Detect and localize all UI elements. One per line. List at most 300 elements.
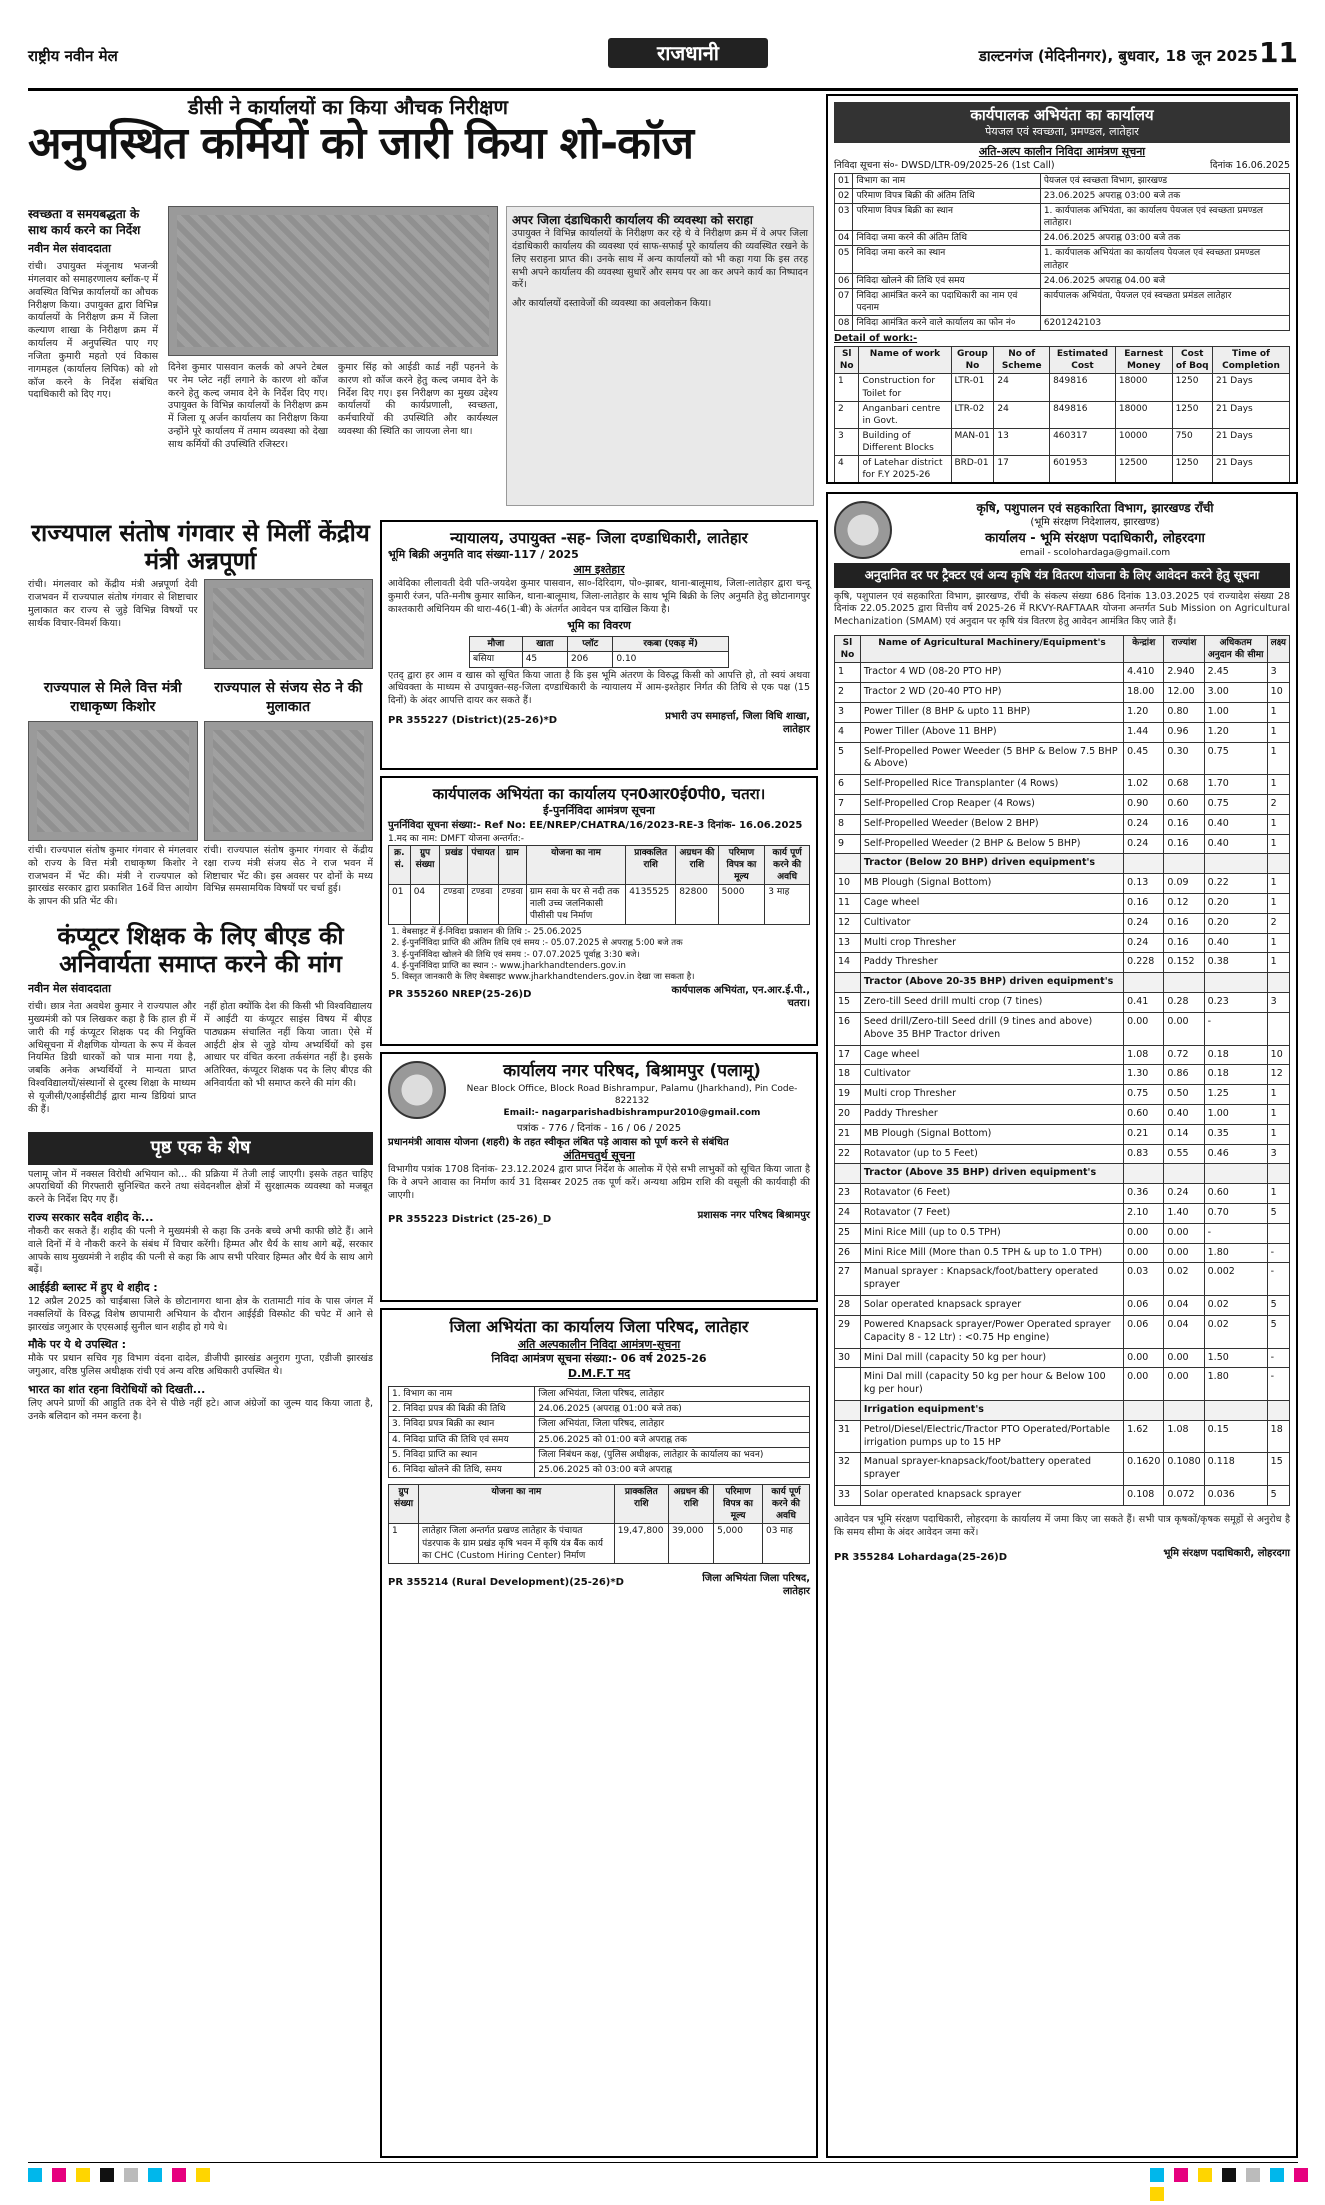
dwsd-work-row	[835, 374, 1290, 401]
nrep-th: ग्रुप संख्या	[410, 845, 440, 884]
land-notice-body-2: एतद् द्वारा हर आम व खास को सूचित किया जाता है कि इस भूमि अंतरण के विरुद्ध किसी को आपत्ति हो, तो स्वयं अथवा अधिवक्ता के माध्यम से उपायुक्त-सह-जिला दण्डाधिकारी के न्यायालय में आम-इश्तेहार निर्गत की तिथि से एक पक्ष (15 दिनों) के अंदर आपत्ति दायर कर सकते हैं।	[388, 669, 810, 707]
dwsd-info-cell: परिमाण विपत्र बिक्री की अंतिम तिथि	[853, 188, 1040, 203]
krishi-cell: 0.21	[1124, 1124, 1164, 1144]
krishi-cell: 1	[1267, 894, 1289, 914]
zila-th: अग्रधन की राशि	[668, 1484, 713, 1523]
krishi-cell	[1267, 973, 1289, 993]
dwsd-info-cell: विभाग का नाम	[853, 173, 1040, 188]
krishi-cell: 0.75	[1204, 794, 1267, 814]
krishi-row	[835, 1263, 1290, 1296]
krishi-cell: 3	[1267, 663, 1289, 683]
krishi-cell: Cultivator	[860, 913, 1123, 933]
teacher-story-byline: नवीन मेल संवाददाता	[28, 982, 111, 996]
nrep-td: टण्डवा	[498, 885, 526, 924]
krishi-cell: 0.96	[1164, 722, 1204, 742]
krishi-cell: 5	[1267, 1296, 1289, 1316]
krishi-cell: Mini Rice Mill (up to 0.5 TPH)	[860, 1223, 1123, 1243]
nrep-title: कार्यपालक अभियंता का कार्यालय एन0आर0ई0पी0, चतरा।	[432, 785, 766, 803]
finance-story-photo	[28, 721, 198, 841]
krishi-cell: 0.16	[1164, 913, 1204, 933]
teacher-story-body-2: नहीं होता क्योंकि देश की किसी भी विश्वविद्यालय में आईटी या कंप्यूटर साइंस विषय में बीएड पाठ्यक्रम संचालित नहीं किया जाता। ऐसे में आईटी क्षेत्र से जुड़े योग्य अभ्यर्थियों को इस आधार पर वंचित करना तर्कसंगत नहीं है। इसके अतिरिक्त, कंप्यूटर शिक्षक पद के लिए बीएड की अनिवार्यता को भी समाप्त करने की मांग की।	[204, 1001, 372, 1089]
nagar-ref: पत्रांक - 776 / दिनांक - 16 / 06 / 2025	[516, 1123, 682, 1135]
krishi-cell: 0.46	[1204, 1144, 1267, 1164]
dwsd-work-cell: 849816	[1050, 374, 1116, 401]
zila-work-table	[388, 1484, 810, 1564]
krishi-cell: Rotavator (6 Feet)	[860, 1184, 1123, 1204]
dwsd-info-cell: 23.06.2025 अपराह्न 03:00 बजे तक	[1040, 188, 1289, 203]
krishi-cell	[1267, 1012, 1289, 1045]
krishi-cell: 12	[1267, 1065, 1289, 1085]
krishi-cell: 1	[1267, 1085, 1289, 1105]
krishi-bottom-note: आवेदन पत्र भूमि संरक्षण पदाधिकारी, लोहरदगा के कार्यालय में जमा किए जा सकते हैं। सभी पात्र कृषकों/कृषक समूहों से अनुरोध है कि समय सीमा के अंदर आवेदन जमा करें।	[834, 1513, 1290, 1538]
krishi-cell: Self-Propelled Crop Reaper (4 Rows)	[860, 794, 1123, 814]
krishi-cell: Manual sprayer : Knapsack/foot/battery operated sprayer	[860, 1263, 1123, 1296]
dwsd-info-row	[835, 246, 1290, 273]
krishi-cell: -	[1204, 1012, 1267, 1045]
krishi-cell: 0.90	[1124, 794, 1164, 814]
krishi-cell: 8	[835, 814, 861, 834]
krishi-cell: 0.40	[1204, 834, 1267, 854]
krishi-row	[835, 1420, 1290, 1453]
color-registration-right	[1150, 2168, 1325, 2182]
krishi-cell: 0.60	[1164, 794, 1204, 814]
krishi-cell: 27	[835, 1263, 861, 1296]
krishi-cell	[1124, 973, 1164, 993]
dwsd-work-cell: 1	[835, 374, 859, 401]
dwsd-work-table	[834, 346, 1290, 483]
krishi-cell: 1	[1267, 702, 1289, 722]
krishi-cell: 15	[1267, 1453, 1289, 1486]
krishi-cell: 5	[1267, 1486, 1289, 1506]
krishi-cell: 4.410	[1124, 663, 1164, 683]
dateline: डाल्टनगंज (मेदिनीनगर), बुधवार, 18 जून 2025	[978, 47, 1258, 65]
zila-sub: अति अल्पकालीन निविदा आमंत्रण-सूचना	[517, 1337, 681, 1351]
zila-item-row	[389, 1447, 810, 1462]
zila-item-cell: जिला अभियंता, जिला परिषद, लातेहार	[535, 1387, 810, 1402]
krishi-cell: 0.02	[1204, 1296, 1267, 1316]
dwsd-work-cell: 13	[994, 428, 1050, 455]
nrep-pr: PR 355260 NREP(25-26)D	[388, 988, 532, 1000]
krishi-signature: भूमि संरक्षण पदाधिकारी, लोहरदगा	[1163, 1548, 1290, 1560]
dwsd-info-cell: 1. कार्यपालक अभियंता, का कार्यालय पेयजल एवं स्वच्छता प्रमण्डल लातेहार।	[1040, 204, 1289, 231]
krishi-cell: 0.60	[1204, 1184, 1267, 1204]
dwsd-work-cell: 21 Days	[1212, 428, 1289, 455]
dwsd-info-cell: 06	[835, 273, 853, 288]
krishi-cell: 24	[835, 1204, 861, 1224]
page-number: 11	[1259, 36, 1298, 69]
dwsd-info-cell: पेयजल एवं स्वच्छता विभाग, झारखण्ड	[1040, 173, 1289, 188]
section-tab: राजधानी	[608, 38, 768, 68]
zila-item-cell: 1. विभाग का नाम	[389, 1387, 535, 1402]
krishi-row	[835, 1348, 1290, 1368]
krishi-cell: 5	[1267, 1204, 1289, 1224]
dwsd-info-row	[835, 188, 1290, 203]
krishi-cell: Cage wheel	[860, 1045, 1123, 1065]
krishi-cell: 10	[1267, 1045, 1289, 1065]
dwsd-info-row	[835, 231, 1290, 246]
continued-h5: भारत का शांत रहना विरोधियों को दिखती...	[28, 1382, 206, 1396]
krishi-cell: 0.02	[1204, 1315, 1267, 1348]
krishi-cell: Seed drill/Zero-till Seed drill (9 tines and above) Above 35 BHP Tractor driven	[860, 1012, 1123, 1045]
nrep-footnote: 2. ई-पुनर्निविदा प्राप्ति की अंतिम तिथि एवं समय :- 05.07.2025 से अपराह्न 5:00 बजे तक	[402, 938, 810, 949]
zila-signature: जिला अभियंता जिला परिषद, लातेहार	[702, 1572, 810, 1598]
krishi-cell: Multi crop Thresher	[860, 933, 1123, 953]
krishi-cell: 0.072	[1164, 1486, 1204, 1506]
zila-item-cell: 25.06.2025 को 01:00 बजे अपराह्न तक	[535, 1432, 810, 1447]
color-swatch	[1222, 2168, 1236, 2182]
krishi-cell: 3	[1267, 993, 1289, 1013]
dwsd-info-cell: 07	[835, 288, 853, 315]
krishi-cell: 9	[835, 834, 861, 854]
krishi-cell	[1124, 854, 1164, 874]
krishi-cell: 0.108	[1124, 1486, 1164, 1506]
krishi-dept-sub: (भूमि संरक्षण निदेशालय, झारखण्ड)	[1030, 517, 1160, 529]
krishi-cell: 0.1620	[1124, 1453, 1164, 1486]
nrep-footnotes	[388, 927, 810, 984]
dwsd-work-cell: 750	[1172, 428, 1212, 455]
dwsd-work-th: Cost of Boq	[1172, 347, 1212, 374]
krishi-row	[835, 683, 1290, 703]
krishi-cell: Self-Propelled Power Weeder (5 BHP & Below 7.5 BHP & Above)	[860, 742, 1123, 775]
nrep-footnote: 4. ई-पुनर्निविदा प्राप्ति का स्थान :- www.jharkhandtenders.gov.in	[402, 961, 810, 972]
color-swatch	[1174, 2168, 1188, 2182]
krishi-row	[835, 814, 1290, 834]
krishi-cell: 1.80	[1204, 1243, 1267, 1263]
krishi-cell: 2.940	[1164, 663, 1204, 683]
krishi-cell: 1.08	[1124, 1045, 1164, 1065]
krishi-cell: MB Plough (Signal Bottom)	[860, 874, 1123, 894]
krishi-cell: 0.55	[1164, 1144, 1204, 1164]
land-td: बसिया	[470, 652, 523, 667]
krishi-cell: 3	[835, 702, 861, 722]
dwsd-info-cell: 24.06.2025 अपराह्न 03:00 बजे तक	[1040, 231, 1289, 246]
land-table-title: भूमि का विवरण	[567, 619, 631, 633]
continued-p5: लिए अपने प्राणों की आहुति तक देने से पीछे नहीं हटे। आज अंग्रेजों का जुल्म याद किया जाता है, उनके बलिदान को नमन करना है।	[28, 1397, 373, 1422]
krishi-cell: 1.25	[1204, 1085, 1267, 1105]
krishi-cell: 0.06	[1124, 1315, 1164, 1348]
krishi-cell	[835, 1368, 861, 1401]
krishi-cell: 30	[835, 1348, 861, 1368]
land-notice-court: न्यायालय, उपायुक्त -सह- जिला दण्डाधिकारी, लातेहार	[450, 529, 748, 547]
zila-item-row	[389, 1462, 810, 1477]
krishi-cell: 0.00	[1124, 1368, 1164, 1401]
krishi-row	[835, 1104, 1290, 1124]
krishi-cell: 0.24	[1124, 913, 1164, 933]
zila-item-cell: 2. निविदा प्रपत्र की बिक्री की तिथि	[389, 1402, 535, 1417]
krishi-th: अधिकतम अनुदान की सीमा	[1204, 636, 1267, 663]
krishi-cell: 26	[835, 1243, 861, 1263]
krishi-table	[834, 635, 1290, 1506]
krishi-cell: MB Plough (Signal Bottom)	[860, 1124, 1123, 1144]
krishi-row	[835, 1315, 1290, 1348]
dwsd-info-cell: 24.06.2025 अपराह्न 04.00 बजे	[1040, 273, 1289, 288]
continued-h3: आईईडी ब्लास्ट में हुए थे शहीद :	[28, 1281, 158, 1295]
land-notice-body: आवेदिका लीलावती देवी पति-जयदेश कुमार पासवान, सा०-दिरिदाग, पो०-झाबर, थाना-बालूमाथ, जिला-लातेहार द्वारा चन्दू कुमारी रंजन, पति-मनीष कुमार साकिन, थाना-बालूमाथ, जिला-लातेहार के साथ भूमि बिक्री के लिए अनुमति हेतु छोटानागपुर काश्तकारी अधिनियम की धारा-46(1-बी) के अंतर्गत आवेदन पत्र दाखिल किया है।	[388, 577, 810, 615]
lead-byline: नवीन मेल संवाददाता	[28, 242, 111, 256]
zila-td: 5,000	[714, 1524, 763, 1563]
krishi-cell	[1204, 1164, 1267, 1184]
krishi-cell: 2	[1267, 913, 1289, 933]
teacher-story-body: रांची। छात्र नेता अवधेश कुमार ने राज्यपाल और मुख्यमंत्री को पत्र लिखकर कहा है कि हाल ही में जारी की गई कंप्यूटर शिक्षक पद की नियुक्ति अधिसूचना में शैक्षणिक योग्यता के रूप में केवल नियमित डिग्री धारकों को पात्र माना गया है, जबकि अनेक अभ्यर्थियों ने मान्यता प्राप्त विश्वविद्यालयों/संस्थानों से दूरस्थ शिक्षा के माध्यम से यूजीसी/एआईसीटीई द्वारा मान्य डिग्रियां प्राप्त की हैं।	[28, 1001, 196, 1115]
dwsd-info-cell: 08	[835, 316, 853, 331]
krishi-cell: Cultivator	[860, 1065, 1123, 1085]
krishi-cell: 0.75	[1204, 742, 1267, 775]
dwsd-work-cell: 3	[835, 428, 859, 455]
nrep-th: ग्राम	[498, 845, 526, 884]
color-swatch	[1150, 2187, 1164, 2201]
krishi-cell: 5	[835, 742, 861, 775]
dwsd-work-row	[835, 401, 1290, 428]
dwsd-work-th: No of Scheme	[994, 347, 1050, 374]
nrep-th: प्राक्कलित राशि	[626, 845, 676, 884]
krishi-cell: 17	[835, 1045, 861, 1065]
krishi-cell: 19	[835, 1085, 861, 1105]
nrep-signature: कार्यपालक अभियंता, एन.आर.ई.पी., चतरा।	[671, 984, 810, 1010]
krishi-cell: 0.228	[1124, 953, 1164, 973]
color-swatch	[1150, 2168, 1164, 2182]
krishi-cell: 23	[835, 1184, 861, 1204]
krishi-cell: 0.14	[1164, 1124, 1204, 1144]
color-swatch	[52, 2168, 66, 2182]
nrep-th: योजना का नाम	[526, 845, 625, 884]
dwsd-work-cell: Construction for Toilet for	[859, 374, 951, 401]
dwsd-info-cell: 6201242103	[1040, 316, 1289, 331]
krishi-intro: कृषि, पशुपालन एवं सहकारिता विभाग, झारखण्ड, राँची के संकल्प संख्या 686 दिनांक 13.03.2025 एवं राज्यादेश संख्या 28 दिनांक 22.05.2025 द्वारा वित्तीय वर्ष 2025-26 में RKVY-RAFTAAR योजना अन्तर्गत Sub Mission on Agricultural Mechanization (SMAM) एवं अनुदान पर कृषि यंत्र वितरण हेतु आवेदन आमंत्रित किए जाते हैं।	[834, 590, 1290, 628]
krishi-cell: 16	[835, 1012, 861, 1045]
krishi-row	[835, 775, 1290, 795]
krishi-row	[835, 953, 1290, 973]
dwsd-work-cell: BRD-01	[951, 456, 994, 483]
dwsd-work-cell: 18000	[1115, 374, 1172, 401]
dwsd-info-cell: निविदा आमंत्रित करने वाले कार्यालय का फोन नं०	[853, 316, 1040, 331]
krishi-cell: 0.13	[1124, 874, 1164, 894]
dwsd-info-row	[835, 288, 1290, 315]
krishi-cell: 0.00	[1124, 1012, 1164, 1045]
krishi-cell: 1	[1267, 953, 1289, 973]
krishi-row	[835, 913, 1290, 933]
dwsd-info-cell: 01	[835, 173, 853, 188]
krishi-cell: 1.02	[1124, 775, 1164, 795]
krishi-cell	[1164, 1400, 1204, 1420]
zila-td: 03 माह	[762, 1524, 809, 1563]
krishi-cell: 0.16	[1124, 894, 1164, 914]
krishi-cell: -	[1267, 1263, 1289, 1296]
krishi-cell: 1.08	[1164, 1420, 1204, 1453]
krishi-cell: 0.35	[1204, 1124, 1267, 1144]
dwsd-work-cell: Anganbari centre in Govt.	[859, 401, 951, 428]
dwsd-info-row	[835, 273, 1290, 288]
krishi-cell: 32	[835, 1453, 861, 1486]
jharkhand-emblem-icon	[834, 501, 892, 559]
krishi-row	[835, 1296, 1290, 1316]
dwsd-work-th: Time of Completion	[1212, 347, 1289, 374]
krishi-cell: Tractor 2 WD (20-40 PTO HP)	[860, 683, 1123, 703]
dwsd-info-cell: निविदा जमा करने की अंतिम तिथि	[853, 231, 1040, 246]
krishi-cell: 11	[835, 894, 861, 914]
krishi-cell	[1124, 1400, 1164, 1420]
krishi-cell: Mini Dal mill (capacity 50 kg per hour & Below 100 kg per hour)	[860, 1368, 1123, 1401]
dwsd-work-cell: 21 Days	[1212, 401, 1289, 428]
krishi-cell: 1	[1267, 1184, 1289, 1204]
krishi-cell: 28	[835, 1296, 861, 1316]
krishi-cell: 0.45	[1124, 742, 1164, 775]
zila-item-cell: 25.06.2025 को 03:00 बजे अपराह्न	[535, 1462, 810, 1477]
nrep-td: 01	[389, 885, 411, 924]
krishi-row	[835, 742, 1290, 775]
nagar-lead: प्रधानमंत्री आवास योजना (शहरी) के तहत स्वीकृत लंबित पड़े आवास को पूर्ण करने से संबंधित	[388, 1136, 729, 1148]
nrep-td: ग्राम सवा के घर से नदी तक नाली उच्च जलनिकासी पीसीसी पथ निर्माण	[526, 885, 625, 924]
zila-th: ग्रुप संख्या	[389, 1484, 419, 1523]
krishi-cell: 12	[835, 913, 861, 933]
dwsd-work-cell: LTR-02	[951, 401, 994, 428]
krishi-cell: Tractor (Above 20-35 BHP) driven equipment's	[860, 973, 1123, 993]
lead-body-1: रांची। उपायुक्त मंजूनाथ भजन्त्री मंगलवार को समाहरणालय ब्लॉक-ए में अवस्थित विभिन्न कार्यालयों का औचक निरीक्षण किया। उपायुक्त द्वारा विभिन्न कार्यालयों के निरीक्षण क्रम में जिला कल्याण शाखा के निरीक्षण क्रम में कार्यालय में अनुपस्थित पाए गए नजिता कुमारी महतो एवं विकास नागमहल (कार्यालय लिपिक) को शो कॉज करने के निर्देश संबंधित पदाधिकारी को दिए गए।	[28, 261, 158, 401]
zila-item-row	[389, 1387, 810, 1402]
zila-th: परिमाण विपत्र का मूल्य	[714, 1484, 763, 1523]
krishi-th: केन्द्रांश	[1124, 636, 1164, 663]
krishi-row	[835, 854, 1290, 874]
krishi-cell: 0.04	[1164, 1315, 1204, 1348]
krishi-cell: 10	[835, 874, 861, 894]
krishi-cell	[1267, 1164, 1289, 1184]
krishi-cell: 1.62	[1124, 1420, 1164, 1453]
krishi-cell: 15	[835, 993, 861, 1013]
krishi-cell: 20	[835, 1104, 861, 1124]
dwsd-info-cell: 05	[835, 246, 853, 273]
krishi-cell: 0.00	[1124, 1243, 1164, 1263]
nrep-td: 04	[410, 885, 440, 924]
land-notice-case: भूमि बिक्री अनुमति वाद संख्या-117 / 2025	[388, 548, 579, 562]
krishi-cell: 1.44	[1124, 722, 1164, 742]
krishi-row	[835, 973, 1290, 993]
krishi-row	[835, 1223, 1290, 1243]
krishi-cell: 0.16	[1164, 834, 1204, 854]
krishi-cell: Cage wheel	[860, 894, 1123, 914]
krishi-row	[835, 1486, 1290, 1506]
masthead	[28, 28, 1298, 86]
krishi-cell: 0.41	[1124, 993, 1164, 1013]
krishi-cell: 0.60	[1124, 1104, 1164, 1124]
krishi-cell: 0.20	[1204, 894, 1267, 914]
krishi-cell: 29	[835, 1315, 861, 1348]
krishi-banner: अनुदानित दर पर ट्रैक्टर एवं अन्य कृषि यंत्र वितरण योजना के लिए आवेदन करने हेतु सूचना	[834, 563, 1290, 587]
lead-photo	[168, 206, 498, 356]
dwsd-info-row	[835, 173, 1290, 188]
land-th: मौजा	[470, 637, 523, 652]
nagar-title: कार्यालय नगर परिषद, बिश्रामपुर (पलामू)	[503, 1061, 761, 1081]
dwsd-work-title: Detail of work:-	[834, 333, 918, 345]
dwsd-work-th: Estimated Cost	[1050, 347, 1116, 374]
krishi-cell: 22	[835, 1144, 861, 1164]
krishi-cell: Tractor 4 WD (08-20 PTO HP)	[860, 663, 1123, 683]
krishi-notice	[826, 492, 1298, 2158]
krishi-cell: Multi crop Thresher	[860, 1085, 1123, 1105]
nrep-footnote: 1. वेबसाइट में ई-निविदा प्रकाशन की तिथि :- 25.06.2025	[402, 927, 810, 938]
krishi-cell: 1	[1267, 742, 1289, 775]
krishi-cell: 18.00	[1124, 683, 1164, 703]
krishi-cell: 0.16	[1164, 814, 1204, 834]
dwsd-info-cell: परिमाण विपत्र बिक्री का स्थान	[853, 204, 1040, 231]
nrep-td: टण्डवा	[440, 885, 468, 924]
continued-p4: मौके पर प्रधान सचिव गृह विभाग वंदना दादेल, डीजीपी झारखंड अनुराग गुप्ता, एडीजी झारखंड जगुआर, वरिष्ठ पुलिस अधीक्षक रांची एवं अन्य वरिष्ठ अधिकारी उपस्थित थे।	[28, 1353, 373, 1378]
dwsd-info-cell: निविदा जमा करने का स्थान	[853, 246, 1040, 273]
krishi-cell: 0.68	[1164, 775, 1204, 795]
krishi-cell: 1.20	[1204, 722, 1267, 742]
krishi-cell: 1.30	[1124, 1065, 1164, 1085]
krishi-row	[835, 1243, 1290, 1263]
color-swatch	[1246, 2168, 1260, 2182]
krishi-cell: 21	[835, 1124, 861, 1144]
zila-item-cell: 6. निविदा खोलने की तिथि, समय	[389, 1462, 535, 1477]
krishi-cell: 1.00	[1204, 1104, 1267, 1124]
nrep-th: परिमाण विपत्र का मूल्य	[718, 845, 765, 884]
zila-pr: PR 355214 (Rural Development)(25-26)*D	[388, 1576, 624, 1588]
lead-bullet: स्वच्छता व समयबद्धता के साथ कार्य करने का निर्देश	[28, 207, 141, 238]
krishi-cell: 0.09	[1164, 874, 1204, 894]
krishi-cell: Zero-till Seed drill multi crop (7 tines)	[860, 993, 1123, 1013]
krishi-cell: 25	[835, 1223, 861, 1243]
krishi-cell: 0.18	[1204, 1045, 1267, 1065]
dwsd-info-cell: निविदा खोलने की तिथि एवं समय	[853, 273, 1040, 288]
krishi-dept: कृषि, पशुपालन एवं सहकारिता विभाग, झारखण्ड राँची	[976, 501, 1214, 515]
color-registration-left	[28, 2168, 220, 2182]
krishi-cell: 1.70	[1204, 775, 1267, 795]
left-column	[28, 520, 373, 1650]
dwsd-call: अति-अल्प कालीन निविदा आमंत्रण सूचना	[978, 145, 1146, 159]
krishi-cell	[1164, 1164, 1204, 1184]
krishi-cell: 0.28	[1164, 993, 1204, 1013]
lead-sidebar-head: अपर जिला दंडाधिकारी कार्यालय की व्यवस्था को सराहा	[512, 213, 753, 227]
lead-body-2: दिनेश कुमार पासवान कलर्क को अपने टेबल पर नेम प्लेट नहीं लगाने के कारण शो कॉज करने हेतु कल्द जमाव देने के निर्देश दिए गए। उपायुक्त के विभिन्न कार्यालयों के निरीक्षण क्रम में जिला यू अर्जन कार्यालय का निरीक्षण किया उन्होंने पूरे कार्यालय में तमाम व्यवस्था को देखा साथ कर्मियों की उपस्थिति रजिस्टर।	[168, 362, 328, 450]
krishi-cell: Irrigation equipment's	[860, 1400, 1123, 1420]
krishi-cell	[1124, 1164, 1164, 1184]
dwsd-date: दिनांक 16.06.2025	[1210, 159, 1290, 171]
krishi-cell	[1267, 1223, 1289, 1243]
lead-story	[28, 94, 818, 514]
krishi-cell: 0.80	[1164, 702, 1204, 722]
dwsd-info-cell: 03	[835, 204, 853, 231]
land-th: प्लॉट	[568, 637, 613, 652]
krishi-row	[835, 1453, 1290, 1486]
krishi-cell: 0.86	[1164, 1065, 1204, 1085]
color-swatch	[1294, 2168, 1308, 2182]
dwsd-work-row	[835, 456, 1290, 483]
krishi-cell	[835, 1400, 861, 1420]
nagar-title-2: अंतिमचतुर्थ सूचना	[563, 1149, 635, 1163]
krishi-cell: 1.20	[1124, 702, 1164, 722]
krishi-cell: 0.03	[1124, 1263, 1164, 1296]
nagar-email: Email:- nagarparishadbishrampur2010@gmail.com	[503, 1108, 761, 1119]
krishi-row	[835, 1184, 1290, 1204]
nrep-footnote: 5. विस्तृत जानकारी के लिए वेबसाइट www.jharkhandtenders.gov.in देखा जा सकता है।	[402, 972, 810, 983]
krishi-cell: 0.00	[1164, 1348, 1204, 1368]
nrep-th: अग्रधन की राशि	[676, 845, 718, 884]
krishi-cell: 0.23	[1204, 993, 1267, 1013]
krishi-cell: 1	[1267, 1104, 1289, 1124]
krishi-cell: 0.36	[1124, 1184, 1164, 1204]
krishi-row	[835, 794, 1290, 814]
dwsd-work-th: Group No	[951, 347, 994, 374]
krishi-cell: 1	[1267, 1124, 1289, 1144]
lead-sidebar-body: उपायुक्त ने विभिन्न कार्यालयों के निरीक्षण कर रहे थे वे निरीक्षण क्रम में वे अपर जिला दंडाधिकारी कार्यालय की व्यवस्था एवं साफ-सफाई पूरे कार्यालय की व्यवस्थित रखने के लिए सराहना प्राप्त की। उनके साथ में अन्य कार्यालयों को भी कहा गया कि इस तरह सभी अपने कार्यालय की व्यवस्था सुधारें और समय पर आ कर अपने कार्य का निष्पादन करें।	[512, 228, 808, 291]
krishi-cell: 18	[1267, 1420, 1289, 1453]
land-th: खाता	[522, 637, 567, 652]
nrep-td: 4135525	[626, 885, 676, 924]
krishi-cell: 0.00	[1164, 1243, 1204, 1263]
krishi-row	[835, 1124, 1290, 1144]
footer-rule	[28, 2162, 1298, 2163]
krishi-cell: 0.18	[1204, 1065, 1267, 1085]
